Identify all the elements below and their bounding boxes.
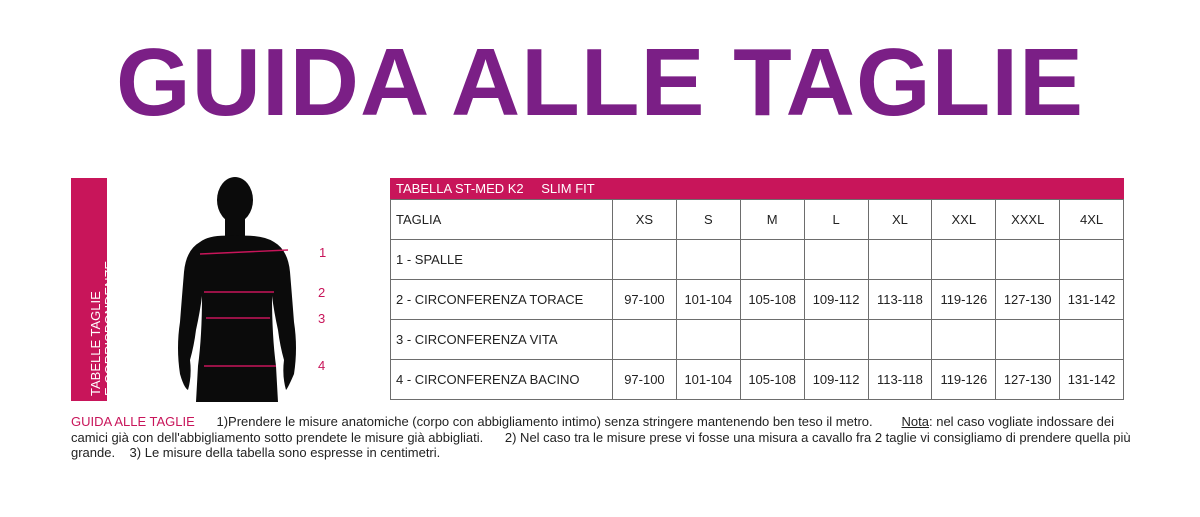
table-cell: 131-142 <box>1060 360 1124 400</box>
table-cell: 101-104 <box>676 360 740 400</box>
instruction-1: 1)Prendere le misure anatomiche (corpo con abbigliamento intimo) senza stringere mantenendo ben teso il metro. <box>216 414 873 429</box>
table-cell <box>613 320 677 360</box>
table-cell: 119-126 <box>932 360 996 400</box>
instruction-3: 3) Le misure della tabella sono espresse in centimetri. <box>129 445 441 460</box>
table-cell: 131-142 <box>1060 280 1124 320</box>
table-cell <box>868 320 932 360</box>
table-cell: 109-112 <box>804 280 868 320</box>
column-header-size: XL <box>868 200 932 240</box>
table-cell: 109-112 <box>804 360 868 400</box>
column-header-size: L <box>804 200 868 240</box>
table-cell <box>1060 240 1124 280</box>
measure-marker-3: 3 <box>318 311 326 326</box>
size-table <box>390 178 1124 400</box>
table-cell: 101-104 <box>676 280 740 320</box>
measure-marker-4: 4 <box>318 358 326 373</box>
nota-text: : nel caso vogliate indossare dei camici già con dell'abbigliamento sotto prendete le misure già abbigliati. <box>71 414 1115 445</box>
column-header-size: M <box>740 200 804 240</box>
table-cell <box>804 320 868 360</box>
column-header-size: XXL <box>932 200 996 240</box>
table-cell: 97-100 <box>613 280 677 320</box>
table-cell: 97-100 <box>613 360 677 400</box>
table-header-bar <box>390 178 1124 199</box>
table-cell <box>932 320 996 360</box>
side-label-line2: E CORRISPONDENZE <box>102 260 117 396</box>
table-cell: 127-130 <box>996 360 1060 400</box>
table-cell <box>676 320 740 360</box>
side-label-line1: TABELLE TAGLIE <box>88 291 103 396</box>
table-cell: 127-130 <box>996 280 1060 320</box>
column-header-taglia: TAGLIA <box>391 200 613 240</box>
table-cell <box>996 320 1060 360</box>
table-cell <box>676 240 740 280</box>
row-label: 1 - SPALLE <box>391 240 613 280</box>
table-cell: 105-108 <box>740 280 804 320</box>
table-cell: 105-108 <box>740 360 804 400</box>
row-label: 3 - CIRCONFERENZA VITA <box>391 320 613 360</box>
row-label: 2 - CIRCONFERENZA TORACE <box>391 280 613 320</box>
measure-marker-2: 2 <box>318 285 326 300</box>
table-cell <box>740 320 804 360</box>
measure-marker-1: 1 <box>319 245 327 260</box>
size-grid <box>390 199 1124 400</box>
nota-label: Nota <box>901 414 929 429</box>
row-label: 4 - CIRCONFERENZA BACINO <box>391 360 613 400</box>
table-row <box>391 360 1124 400</box>
column-header-size: XS <box>613 200 677 240</box>
table-cell: 113-118 <box>868 280 932 320</box>
column-header-size: 4XL <box>1060 200 1124 240</box>
table-cell <box>996 240 1060 280</box>
table-cell <box>804 240 868 280</box>
instruction-2: 2) Nel caso tra le misure prese vi fosse una misura a cavallo fra 2 taglie vi consigliamo di prendere quella più grande. <box>71 429 1131 460</box>
table-row <box>391 240 1124 280</box>
table-cell <box>613 240 677 280</box>
instructions <box>71 414 1131 461</box>
table-header-fit: SLIM FIT <box>541 181 595 196</box>
table-header-title: TABELLA ST-MED K2 <box>396 181 524 196</box>
body-silhouette-figure <box>170 176 320 402</box>
column-header-size: S <box>676 200 740 240</box>
table-cell <box>740 240 804 280</box>
table-column-header-row <box>391 200 1124 240</box>
table-cell: 119-126 <box>932 280 996 320</box>
table-row <box>391 320 1124 360</box>
table-cell: 113-118 <box>868 360 932 400</box>
table-cell <box>1060 320 1124 360</box>
side-label <box>89 261 117 396</box>
page-title: GUIDA ALLE TAGLIE <box>115 29 1085 136</box>
table-cell <box>868 240 932 280</box>
instructions-heading: GUIDA ALLE TAGLIE <box>71 414 195 429</box>
table-row <box>391 280 1124 320</box>
column-header-size: XXXL <box>996 200 1060 240</box>
table-cell <box>932 240 996 280</box>
